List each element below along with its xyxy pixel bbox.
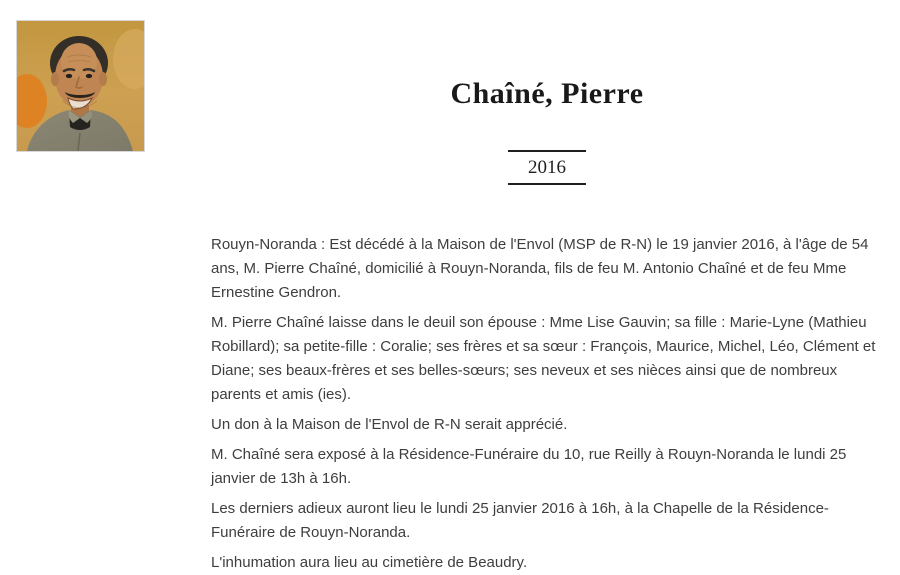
obituary-paragraph: L'inhumation aura lieu au cimetière de Beaudry. — [211, 554, 528, 571]
obituary-text — [211, 233, 883, 575]
portrait-photo-image — [17, 21, 144, 151]
obituary-paragraph: M. Chaîné sera exposé à la Résidence-Funéraire du 10, rue Reilly à Rouyn-Noranda le lundi 25 janvier de 13h à 16h. — [211, 446, 847, 487]
obituary-paragraph: Un don à la Maison de l'Envol de R-N serait apprécié. — [211, 416, 568, 433]
obituary-paragraph: M. Pierre Chaîné laisse dans le deuil son épouse : Mme Lise Gauvin; sa fille : Marie-Lyne (Mathieu Robillard); sa petite-fille : Coralie; ses frères et sa sœur : François, Maurice, Michel, Léo, Clément et Diane; ses beaux-frères et ses belles-sœurs; ses neveux et ses nièces ainsi que de nombreux parents et amis (ies). — [211, 314, 876, 403]
year-label: 2016 — [528, 157, 566, 178]
year-divider — [508, 150, 586, 185]
obituary-paragraph: Rouyn-Noranda : Est décédé à la Maison de l'Envol (MSP de R-N) le 19 janvier 2016, à l'âge de 54 ans, M. Pierre Chaîné, domicilié à Rouyn-Noranda, fils de feu M. Antonio Chaîné et de feu Mme Ernestine Gendron. — [211, 236, 869, 301]
obituary-content — [211, 0, 883, 575]
page-title: Chaîné, Pierre — [450, 77, 644, 110]
obituary-paragraph: Les derniers adieux auront lieu le lundi 25 janvier 2016 à 16h, à la Chapelle de la Résidence-Funéraire de Rouyn-Noranda. — [211, 500, 829, 541]
portrait-photo — [16, 20, 145, 152]
